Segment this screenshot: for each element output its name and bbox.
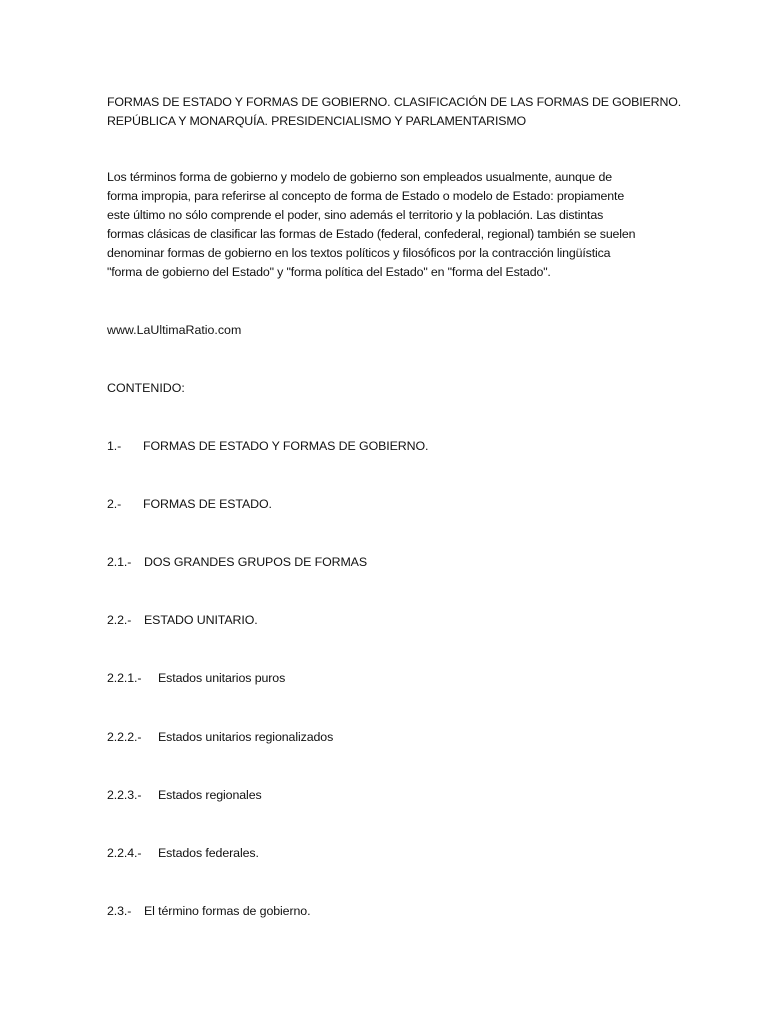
toc-text: Estados federales. <box>158 846 259 860</box>
toc-text: Estados regionales <box>158 788 262 802</box>
contents-heading: CONTENIDO: <box>107 381 185 395</box>
toc-number: 2.1.- <box>107 555 132 569</box>
toc-number: 2.2.- <box>107 613 132 627</box>
toc-text: ESTADO UNITARIO. <box>144 613 258 627</box>
toc-text: FORMAS DE ESTADO Y FORMAS DE GOBIERNO. <box>143 439 429 453</box>
title-line: FORMAS DE ESTADO Y FORMAS DE GOBIERNO. CLASIFICACIÓN DE LAS FORMAS DE GOBIERNO. <box>107 95 682 109</box>
toc-number: 2.2.2.- <box>107 730 142 744</box>
toc-number: 2.2.4.- <box>107 846 142 860</box>
website-url: www.LaUltimaRatio.com <box>107 323 242 337</box>
intro-line: denominar formas de gobierno en los textos políticos y filosóficos por la contracción lingüística <box>107 246 611 260</box>
toc-number: 2.3.- <box>107 904 132 918</box>
toc-number: 2.2.1.- <box>107 671 142 685</box>
intro-line: formas clásicas de clasificar las formas de Estado (federal, confederal, regional) también se suelen <box>107 227 636 241</box>
toc-text: Estados unitarios puros <box>158 671 286 685</box>
toc-text: Estados unitarios regionalizados <box>158 730 334 744</box>
intro-line: este último no sólo comprende el poder, sino además el territorio y la población. Las distintas <box>107 208 604 222</box>
toc-number: 1.- <box>107 439 122 453</box>
intro-paragraph <box>107 168 647 282</box>
intro-line: "forma de gobierno del Estado" y "forma política del Estado" en "forma del Estado". <box>107 265 551 279</box>
toc-number: 2.- <box>107 497 122 511</box>
toc-text: El término formas de gobierno. <box>144 904 311 918</box>
toc-number: 2.2.3.- <box>107 788 142 802</box>
document-title <box>107 93 682 130</box>
intro-line: forma impropia, para referirse al concepto de forma de Estado o modelo de Estado: propiamente <box>107 189 625 203</box>
toc-text: FORMAS DE ESTADO. <box>143 497 272 511</box>
intro-line: Los términos forma de gobierno y modelo de gobierno son empleados usualmente, aunque de <box>107 170 612 184</box>
title-line: REPÚBLICA Y MONARQUÍA. PRESIDENCIALISMO Y PARLAMENTARISMO <box>107 113 527 128</box>
toc-text: DOS GRANDES GRUPOS DE FORMAS <box>144 555 368 569</box>
